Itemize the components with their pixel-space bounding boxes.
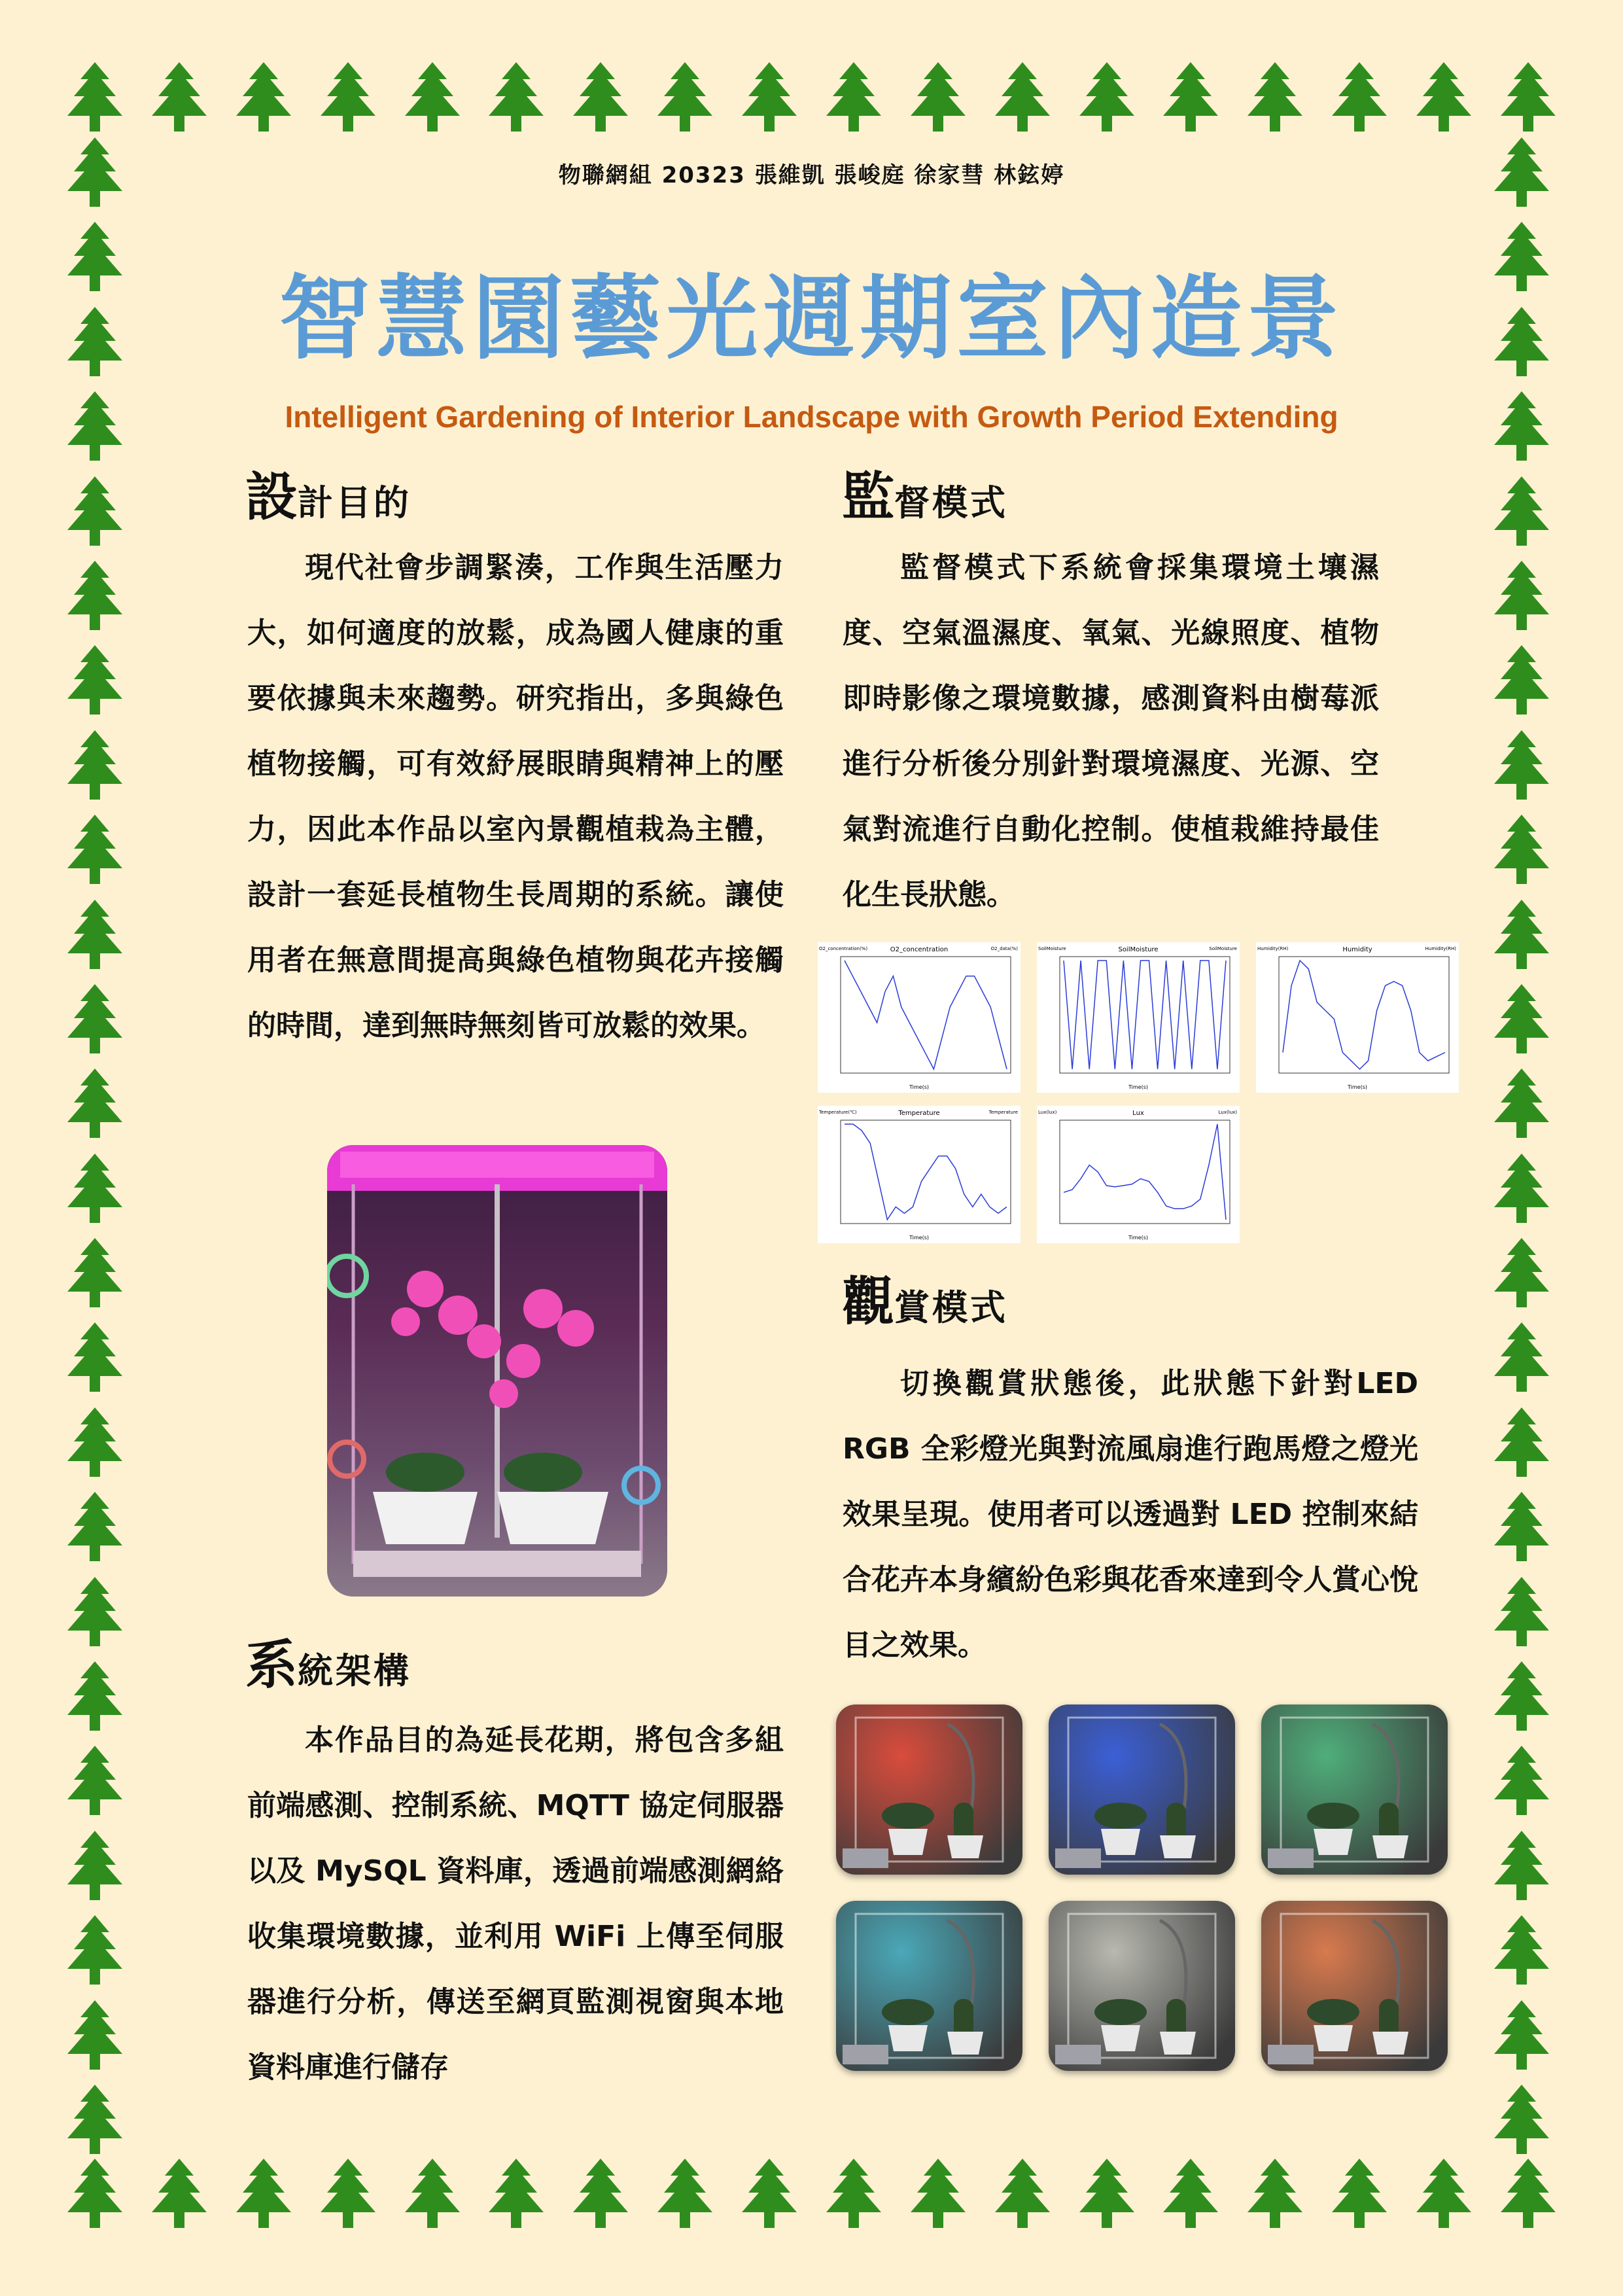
- pine-tree-icon: [652, 2159, 718, 2229]
- chart-title: Humidity: [1342, 946, 1372, 953]
- chart-title: Temperature: [898, 1110, 940, 1117]
- pine-tree-icon: [821, 2159, 886, 2229]
- chart-frame: [841, 1120, 1011, 1224]
- tree-border-top: [62, 62, 1561, 134]
- pine-tree-icon: [1242, 62, 1308, 133]
- sensor-charts: [818, 942, 1459, 1243]
- pine-tree-icon: [147, 62, 212, 133]
- pine-tree-icon: [652, 62, 718, 133]
- pine-tree-icon: [62, 1831, 128, 1901]
- pine-tree-icon: [231, 2159, 296, 2229]
- chart-series-line: [845, 961, 1007, 1069]
- heading-initial: 觀: [842, 1271, 894, 1332]
- heading-architecture: [245, 1623, 411, 1698]
- heading-design-goal: [245, 455, 411, 530]
- pine-tree-icon: [62, 561, 128, 631]
- pine-tree-icon: [62, 476, 128, 547]
- pine-tree-icon: [62, 62, 128, 133]
- chart-ylabel: Lux(lux): [1038, 1110, 1057, 1115]
- orchid-flowers: [391, 1271, 594, 1408]
- pine-tree-icon: [821, 62, 886, 133]
- pine-tree-icon: [315, 2159, 381, 2229]
- pine-tree-icon: [62, 2085, 128, 2155]
- pine-tree-icon: [1489, 900, 1554, 970]
- lighting-photo-orange: [1261, 1901, 1448, 2071]
- pine-tree-icon: [1074, 2159, 1140, 2229]
- lighting-photo-white: [1049, 1901, 1235, 2071]
- tree-border-left: [62, 137, 134, 2155]
- sensor-chart: [1256, 942, 1459, 1093]
- pine-tree-icon: [62, 1577, 128, 1648]
- pine-tree-icon: [62, 1915, 128, 1986]
- heading-rest: 統架構: [298, 1650, 411, 1691]
- sensor-chart: [1037, 942, 1240, 1093]
- pine-tree-icon: [1489, 1746, 1554, 1816]
- chart-legend: Humidity(RH): [1425, 946, 1456, 951]
- pine-tree-icon: [737, 2159, 802, 2229]
- pine-tree-icon: [147, 2159, 212, 2229]
- pine-tree-icon: [231, 62, 296, 133]
- chart-xlabel: Time(s): [1128, 1235, 1148, 1241]
- pine-tree-icon: [62, 1322, 128, 1393]
- pine-tree-icon: [62, 1661, 128, 1732]
- lighting-photo-green: [1261, 1704, 1448, 1875]
- chart-series-line: [845, 1124, 1007, 1220]
- pine-tree-icon: [62, 900, 128, 970]
- pine-tree-icon: [1327, 62, 1392, 133]
- pine-tree-icon: [990, 2159, 1055, 2229]
- chart-frame: [841, 957, 1011, 1073]
- chart-xlabel: Time(s): [1128, 1084, 1148, 1090]
- chart-ylabel: SoilMoisture: [1038, 946, 1066, 951]
- pine-tree-icon: [62, 1492, 128, 1563]
- pine-tree-icon: [62, 2159, 128, 2229]
- pine-tree-icon: [1489, 1322, 1554, 1393]
- pine-tree-icon: [1074, 62, 1140, 133]
- pine-tree-icon: [1489, 1915, 1554, 1986]
- pine-tree-icon: [400, 62, 465, 133]
- pine-tree-icon: [62, 984, 128, 1055]
- sensor-chart: [818, 1106, 1021, 1243]
- pine-tree-icon: [990, 62, 1055, 133]
- planter-photo: [327, 1145, 667, 1597]
- pine-tree-icon: [1411, 62, 1476, 133]
- pine-tree-icon: [1489, 645, 1554, 716]
- chart-ylabel: Temperature(℃): [819, 1110, 857, 1115]
- chart-legend: Temperature: [988, 1110, 1018, 1115]
- tree-border-bottom: [62, 2159, 1561, 2231]
- pine-tree-icon: [62, 1154, 128, 1224]
- pine-tree-icon: [1158, 62, 1223, 133]
- chart-xlabel: Time(s): [909, 1235, 929, 1241]
- pine-tree-icon: [1489, 815, 1554, 885]
- pine-tree-icon: [62, 2000, 128, 2071]
- pine-tree-icon: [62, 815, 128, 885]
- chart-series-line: [1283, 961, 1445, 1069]
- pine-tree-icon: [62, 730, 128, 801]
- pine-tree-icon: [1411, 2159, 1476, 2229]
- heading-rest: 賞模式: [894, 1287, 1008, 1328]
- pine-tree-icon: [1495, 62, 1561, 133]
- monitor-mode-body: 監督模式下系統會採集環境土壤濕度、空氣溫濕度、氧氣、光線照度、植物即時影像之環境數據，感測資料由樹莓派進行分析後分別針對環境濕度、光源、空氣對流進行自動化控制。使植栽維持最佳化生長狀態。: [843, 551, 1379, 911]
- pine-tree-icon: [1242, 2159, 1308, 2229]
- pine-tree-icon: [1489, 730, 1554, 801]
- pine-tree-icon: [1489, 1154, 1554, 1224]
- chart-series-line: [1064, 1124, 1226, 1220]
- pine-tree-icon: [1327, 2159, 1392, 2229]
- pine-tree-icon: [62, 645, 128, 716]
- lighting-photo-cyan: [836, 1901, 1022, 2071]
- sensor-chart: [1037, 1106, 1240, 1243]
- tree-border-right: [1489, 137, 1561, 2155]
- pine-tree-icon: [1489, 2085, 1554, 2155]
- heading-rest: 督模式: [894, 482, 1008, 523]
- page-title: 智慧園藝光週期室內造景: [279, 266, 1344, 372]
- heading-initial: 監: [842, 467, 894, 527]
- heading-initial: 系: [245, 1634, 298, 1695]
- architecture-body: 本作品目的為延長花期，將包含多組前端感測、控制系統、MQTT 協定伺服器以及 MySQL 資料庫，透過前端感測網絡收集環境數據，並利用 WiFi 上傳至伺服器進行分析，傳送至網頁監測視窗與本地資料庫進行儲存: [247, 1723, 784, 2084]
- pine-tree-icon: [483, 2159, 549, 2229]
- pine-tree-icon: [1489, 1831, 1554, 1901]
- pine-tree-icon: [1489, 1069, 1554, 1139]
- pine-tree-icon: [1495, 2159, 1561, 2229]
- pine-tree-icon: [62, 1238, 128, 1309]
- pine-tree-icon: [1489, 2000, 1554, 2071]
- pine-tree-icon: [62, 1407, 128, 1478]
- pine-tree-icon: [1489, 476, 1554, 547]
- authors-line: 物聯網組 20323 張維凱 張峻庭 徐家彗 林鉉婷: [558, 162, 1065, 188]
- heading-rest: 計目的: [298, 482, 411, 523]
- design-goal-body: 現代社會步調緊湊，工作與生活壓力大，如何適度的放鬆，成為國人健康的重要依據與未來趨勢。研究指出，多與綠色植物接觸，可有效紓展眼睛與精神上的壓力，因此本作品以室內景觀植栽為主體，設計一套延長植物生長周期的系統。讓使用者在無意間提高與綠色植物與花卉接觸的時間，達到無時無刻皆可放鬆的效果。: [247, 551, 784, 1042]
- pine-tree-icon: [1489, 1407, 1554, 1478]
- chart-series-line: [1064, 961, 1226, 1069]
- chart-title: SoilMoisture: [1118, 946, 1159, 953]
- chart-title: O2_concentration: [890, 946, 949, 953]
- chart-frame: [1279, 957, 1449, 1073]
- chart-xlabel: Time(s): [909, 1084, 929, 1090]
- pine-tree-icon: [1489, 984, 1554, 1055]
- flower-pots: [373, 1492, 608, 1544]
- pine-tree-icon: [315, 62, 381, 133]
- pine-tree-icon: [483, 62, 549, 133]
- heading-view-mode: [842, 1260, 1008, 1335]
- pine-tree-icon: [737, 62, 802, 133]
- view-mode-body: 切換觀賞狀態後，此狀態下針對LED RGB 全彩燈光與對流風扇進行跑馬燈之燈光效果呈現。使用者可以透過對 LED 控制來結合花卉本身繽紛色彩與花香來達到令人賞心悅目之效果。: [843, 1367, 1418, 1662]
- pine-tree-icon: [568, 2159, 633, 2229]
- pine-tree-icon: [1489, 1238, 1554, 1309]
- pine-tree-icon: [62, 1069, 128, 1139]
- sensor-chart: [818, 942, 1021, 1093]
- pine-tree-icon: [62, 1746, 128, 1816]
- chart-legend: Lux(lux): [1218, 1110, 1237, 1115]
- pine-tree-icon: [1489, 561, 1554, 631]
- lighting-photo-red: [836, 1704, 1022, 1875]
- pine-tree-icon: [905, 2159, 971, 2229]
- page-subtitle: Intelligent Gardening of Interior Landscape with Growth Period Extending: [285, 400, 1338, 434]
- pine-tree-icon: [905, 62, 971, 133]
- chart-xlabel: Time(s): [1348, 1084, 1367, 1090]
- chart-ylabel: Humidity(RH): [1257, 946, 1289, 951]
- pine-tree-icon: [1489, 1492, 1554, 1563]
- lighting-photo-blue: [1049, 1704, 1235, 1875]
- pine-tree-icon: [1489, 1577, 1554, 1648]
- heading-initial: 設: [245, 467, 298, 527]
- pine-tree-icon: [400, 2159, 465, 2229]
- pine-tree-icon: [568, 62, 633, 133]
- pine-tree-icon: [1489, 1661, 1554, 1732]
- chart-title: Lux: [1132, 1110, 1144, 1117]
- pine-tree-icon: [1158, 2159, 1223, 2229]
- lighting-gallery: [836, 1704, 1448, 2077]
- heading-monitor-mode: [842, 455, 1008, 530]
- chart-legend: SoilMoisture: [1209, 946, 1237, 951]
- orchid-leaves: [386, 1453, 582, 1492]
- chart-legend: O2_data(%): [990, 946, 1018, 951]
- chart-ylabel: O2_concentration(%): [819, 946, 868, 951]
